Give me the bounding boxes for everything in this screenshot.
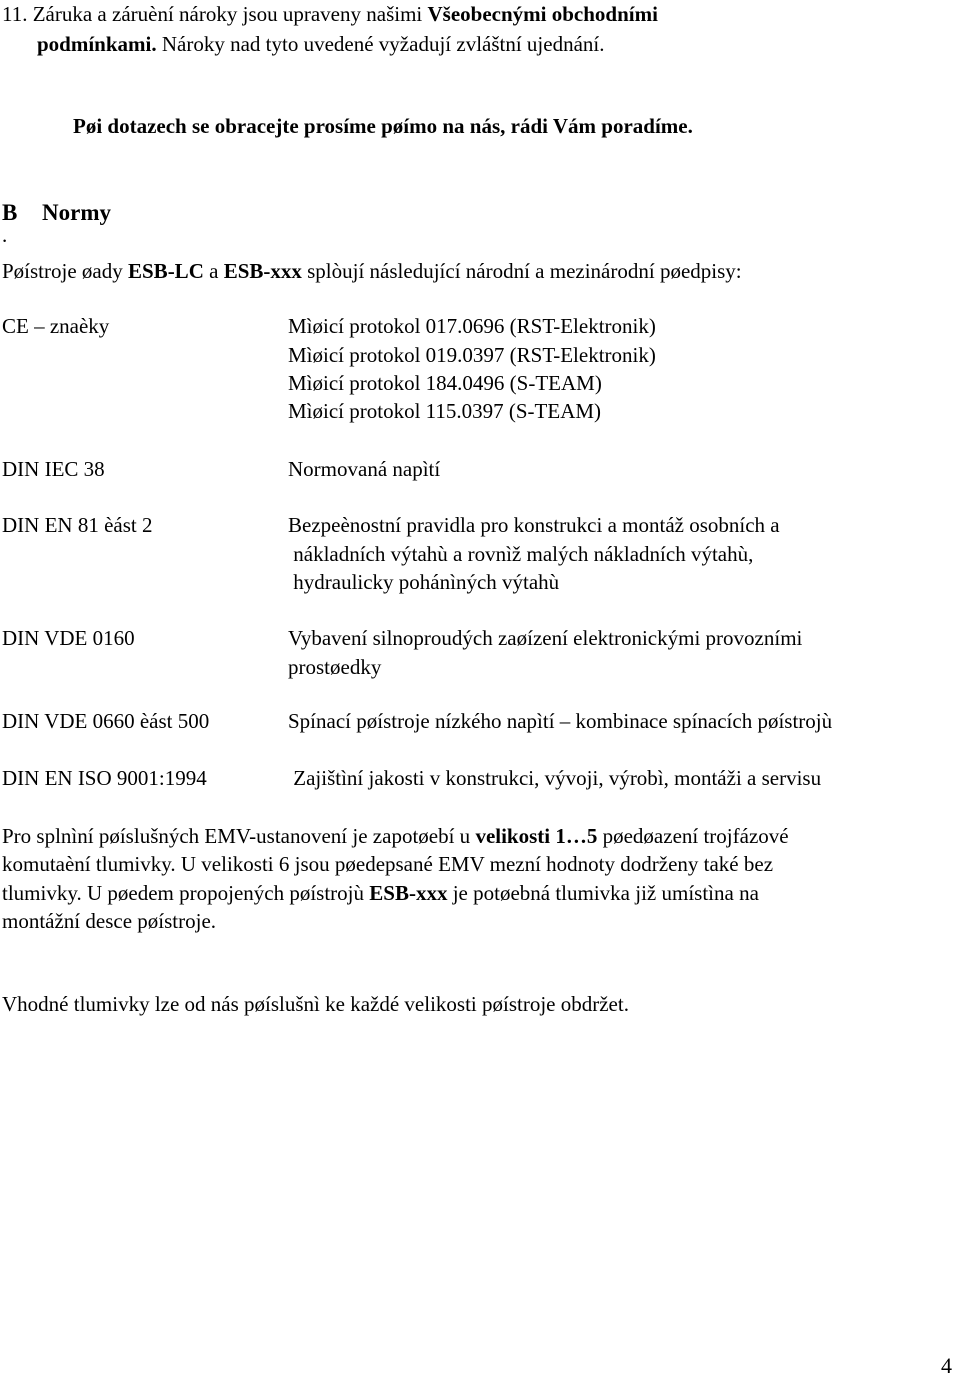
emv-paragraph-line-1 (2, 822, 789, 850)
section-letter: B (2, 200, 18, 225)
page-number: 4 (941, 1353, 952, 1378)
norm-desc-line: Mìøicí protokol 017.0696 (RST-Elektronik) (288, 314, 656, 338)
warranty-paragraph-line-2 (37, 30, 605, 58)
emv-paragraph-line-4: montážní desce pøístroje. (2, 909, 217, 933)
norm-desc-line: Zajištìní jakosti v konstrukci, vývoji, výrobì, montáži a servisu (288, 766, 822, 790)
norm-label-din-iec-38: DIN IEC 38 (2, 457, 105, 481)
contact-note: Pøi dotazech se obracejte prosíme pøímo na nás, rádi Vám poradíme. (73, 114, 693, 138)
section-title: Normy (42, 200, 111, 225)
warranty-text-2: Nároky nad tyto uvedené vyžadují zvláštní ujednání. (156, 32, 605, 56)
emv-model-bold: ESB-xxx (369, 881, 448, 905)
intro-model-lc: ESB-LC (128, 259, 204, 283)
warranty-text: 11. Záruka a záruèní nároky jsou upraveny našimi (2, 2, 428, 26)
emv-paragraph-line-3 (2, 879, 759, 907)
emv-text-1: Pro splnìní pøíslušných EMV-ustanovení je zapotøebí u (2, 824, 476, 848)
norm-label-din-en-81: DIN EN 81 èást 2 (2, 513, 153, 537)
norm-desc-line: hydraulicky pohánìných výtahù (288, 570, 560, 594)
norm-desc-line: Bezpeènostní pravidla pro konstrukci a montáž osobních a (288, 513, 780, 537)
intro-model-xxx: ESB-xxx (223, 259, 302, 283)
closing-note: Vhodné tlumivky lze od nás pøíslušnì ke každé velikosti pøístroje obdržet. (2, 992, 629, 1016)
norm-desc-line: Mìøicí protokol 115.0397 (S-TEAM) (288, 399, 602, 423)
intro-text-2: a (203, 259, 224, 283)
norm-desc-line: Mìøicí protokol 019.0397 (RST-Elektronik) (288, 343, 656, 367)
emv-text-4: je potøebná tlumivka již umístìna na (447, 881, 759, 905)
norm-desc-line: nákladních výtahù a rovnìž malých nákladních výtahù, (288, 542, 754, 566)
intro-text-3: splòují následující národní a mezinárodní pøedpisy: (301, 259, 742, 283)
norm-desc-line: Mìøicí protokol 184.0496 (S-TEAM) (288, 371, 602, 395)
terms-bold-2: podmínkami. (37, 32, 157, 56)
emv-text-2: pøedøazení trojfázové (597, 824, 789, 848)
norm-label-din-vde-0660: DIN VDE 0660 èást 500 (2, 709, 210, 733)
norm-label-ce: CE – znaèky (2, 314, 110, 338)
norms-intro (2, 257, 742, 285)
norm-desc-line: Normovaná napìtí (288, 457, 441, 481)
norm-label-din-vde-0160: DIN VDE 0160 (2, 626, 135, 650)
norm-desc-line: prostøedky (288, 655, 382, 679)
terms-bold: Všeobecnými obchodními (427, 2, 658, 26)
intro-text-1: Pøístroje øady (2, 259, 128, 283)
norm-desc-line: Vybavení silnoproudých zaøízení elektronickými provozními (288, 626, 803, 650)
emv-paragraph-line-2: komutaèní tlumivky. U velikosti 6 jsou pøedepsané EMV mezní hodnoty dodrženy také bez (2, 852, 774, 876)
norm-desc-line: Spínací pøístroje nízkého napìtí – kombinace spínacích pøístrojù (288, 709, 833, 733)
norm-label-din-en-iso-9001: DIN EN ISO 9001:1994 (2, 766, 207, 790)
emv-text-3: tlumivky. U pøedem propojených pøístrojù (2, 881, 370, 905)
section-dot: . (2, 223, 8, 247)
emv-sizes-bold: velikosti 1…5 (475, 824, 598, 848)
warranty-paragraph-line-1 (2, 0, 658, 28)
